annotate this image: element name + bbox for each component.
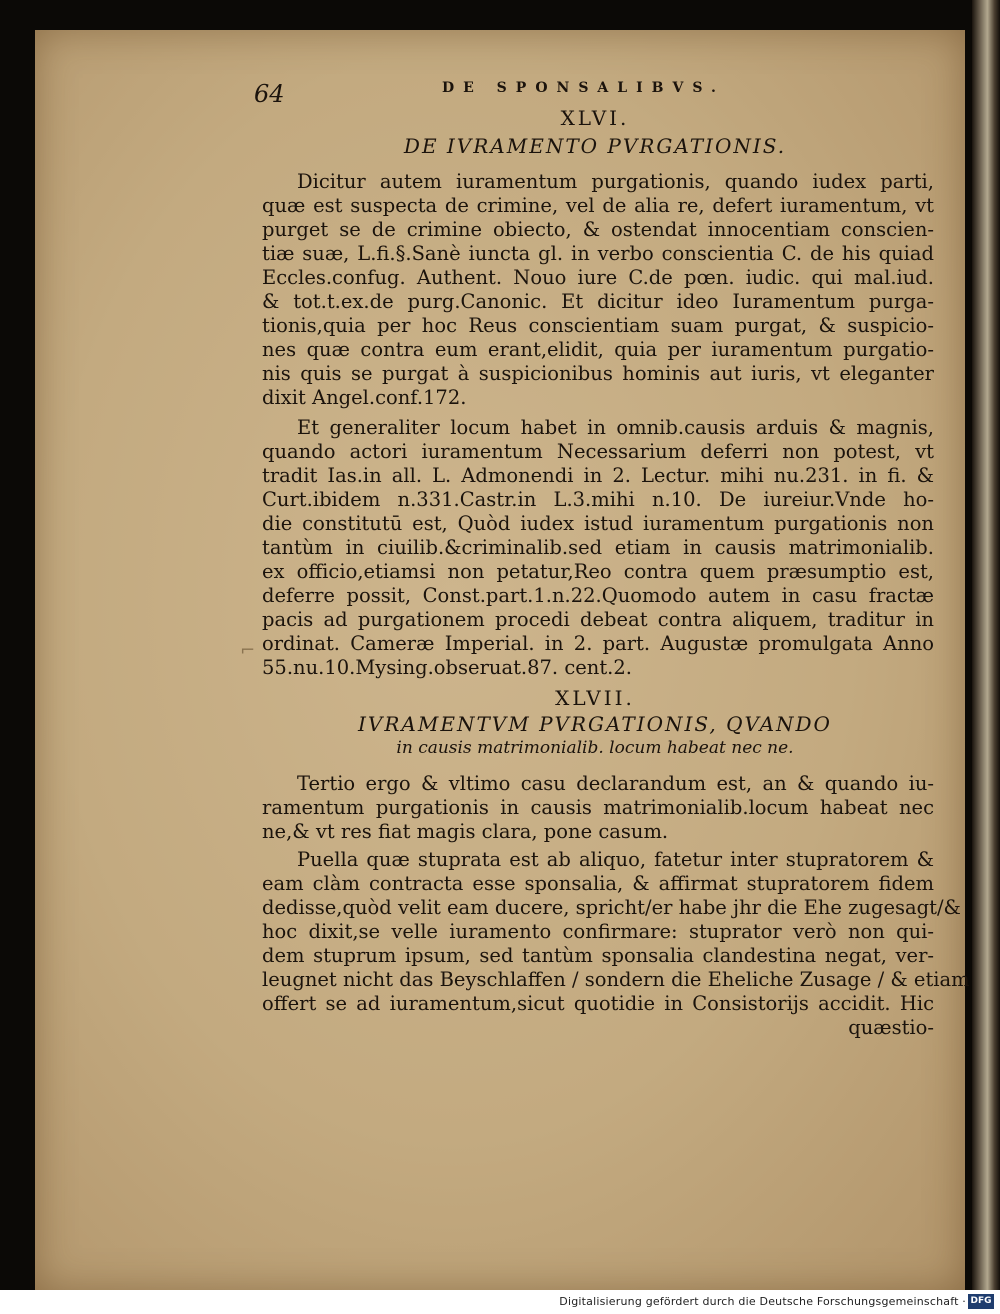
text-line: tiæ suæ, L.fi.§.Sanè iuncta gl. in verbo conscientia C. de his quiad bbox=[262, 242, 934, 265]
text-line: Dicitur autem iuramentum purgationis, quando iudex parti, bbox=[297, 170, 934, 193]
section-title-46: DE IVRAMENTO PVRGATIONIS. bbox=[403, 134, 787, 158]
text-line: ne,& vt res fiat magis clara, pone casum. bbox=[262, 820, 669, 843]
text-line: offert se ad iuramentum,sicut quotidie in Consistorijs accidit. Hic bbox=[262, 992, 934, 1015]
text-line: Tertio ergo & vltimo casu declarandum est, an & quando iu- bbox=[297, 772, 934, 795]
text-line: hoc dixit,se velle iuramento confirmare: stuprator verò non qui- bbox=[262, 920, 934, 943]
margin-mark: ⌐ bbox=[240, 640, 256, 661]
catchword: quæstio- bbox=[848, 1016, 934, 1039]
text-line: die constitutū est, Quòd iudex istud iuramentum purgationis non bbox=[262, 512, 934, 535]
text-line: nis quis se purgat à suspicionibus hominis aut iuris, vt eleganter bbox=[262, 362, 934, 385]
text-line: deferre possit, Const.part.1.n.22.Quomodo autem in casu fractæ bbox=[262, 584, 934, 607]
text-line: dixit Angel.conf.172. bbox=[262, 386, 467, 409]
text-line: tionis,quia per hoc Reus conscientiam suam purgat, & suspicio- bbox=[262, 314, 934, 337]
text-line: quando actori iuramentum Necessarium deferri non potest, vt bbox=[262, 440, 934, 463]
text-line: dem stuprum ipsum, sed tantùm sponsalia clandestina negat, ver- bbox=[262, 944, 934, 967]
text-line: ramentum purgationis in causis matrimonialib.locum habeat nec bbox=[262, 796, 934, 819]
text-line: dedisse,quòd velit eam ducere, spricht/er habe jhr die Ehe zugesagt/& bbox=[262, 896, 961, 919]
section-number-47: XLVII. bbox=[555, 686, 635, 710]
text-line: Curt.ibidem n.331.Castr.in L.3.mihi n.10. De iureiur.Vnde ho- bbox=[262, 488, 934, 511]
digitization-footer bbox=[0, 1290, 1000, 1314]
section-title-47: IVRAMENTVM PVRGATIONIS, QVANDO bbox=[358, 712, 832, 736]
text-line: leugnet nicht das Beyschlaffen / sondern die Eheliche Zusage / & etiam bbox=[262, 968, 970, 991]
text-line: & tot.t.ex.de purg.Canonic. Et dicitur ideo Iuramentum purga- bbox=[262, 290, 934, 313]
text-line: Puella quæ stuprata est ab aliquo, fatetur inter stupratorem & bbox=[297, 848, 934, 871]
page-number: 64 bbox=[254, 80, 285, 108]
funding-notice: Digitalisierung gefördert durch die Deutsche Forschungsgemeinschaft · bbox=[559, 1295, 966, 1308]
book-spine-edge bbox=[972, 0, 1000, 1290]
text-line: ordinat. Cameræ Imperial. in 2. part. Augustæ promulgata Anno bbox=[262, 632, 934, 655]
text-line: Eccles.confug. Authent. Nouo iure C.de pœn. iudic. qui mal.iud. bbox=[262, 266, 934, 289]
text-line: eam clàm contracta esse sponsalia, & affirmat stupratorem fidem bbox=[262, 872, 934, 895]
running-head: DE SPONSALIBVS. bbox=[442, 80, 725, 96]
dfg-logo: DFG bbox=[968, 1294, 994, 1309]
text-line: Et generaliter locum habet in omnib.causis arduis & magnis, bbox=[297, 416, 934, 439]
text-line: nes quæ contra eum erant,elidit, quia per iuramentum purgatio- bbox=[262, 338, 934, 361]
section-number-46: XLVI. bbox=[560, 106, 630, 130]
text-line: tradit Ias.in all. L. Admonendi in 2. Lectur. mihi nu.231. in fi. & bbox=[262, 464, 934, 487]
text-line: ex officio,etiamsi non petatur,Reo contra quem præsumptio est, bbox=[262, 560, 934, 583]
text-line: purget se de crimine obiecto, & ostendat innocentiam conscien- bbox=[262, 218, 934, 241]
text-line: 55.nu.10.Mysing.obseruat.87. cent.2. bbox=[262, 656, 632, 679]
text-line: tantùm in ciuilib.&criminalib.sed etiam in causis matrimonialib. bbox=[262, 536, 934, 559]
text-line: pacis ad purgationem procedi debeat contra aliquem, traditur in bbox=[262, 608, 934, 631]
text-line: quæ est suspecta de crimine, vel de alia re, defert iuramentum, vt bbox=[262, 194, 934, 217]
section-subtitle-47: in causis matrimonialib. locum habeat nec ne. bbox=[396, 738, 794, 758]
